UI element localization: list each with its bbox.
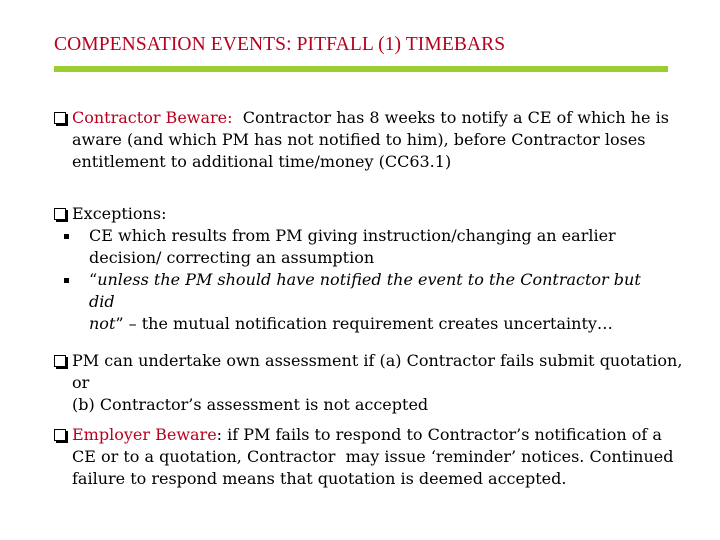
exception2-quote-open: “ [89, 270, 98, 289]
square-bullet-icon [64, 278, 69, 283]
bullet-contractor-beware [54, 107, 700, 173]
bullet-employer-beware [54, 424, 700, 490]
bullet1-line3: entitlement to additional time/money (CC63.1) [72, 152, 452, 171]
title-underline [54, 66, 668, 72]
exceptions-label: Exceptions: [72, 204, 167, 223]
exception2-italic-line1: unless the PM should have notified the event to the Contractor but did [89, 270, 641, 311]
checkbox-bullet-icon [54, 208, 66, 220]
exception1-line1: CE which results from PM giving instruction/changing an earlier [89, 226, 616, 245]
bullet1-line2: aware (and which PM has not notified to him), before Contractor loses [72, 130, 646, 149]
bullet4-line2: CE or to a quotation, Contractor may issue ‘reminder’ notices. Continued [72, 447, 674, 466]
bullet-pm-assessment [54, 350, 700, 416]
exception1-line2: decision/ correcting an assumption [89, 248, 375, 267]
square-bullet-icon [64, 234, 69, 239]
checkbox-bullet-icon [54, 112, 66, 124]
bullet4-line1: : if PM fails to respond to Contractor’s notification of a [216, 425, 662, 444]
exception-item [54, 225, 700, 269]
bullet4-line3: failure to respond means that quotation is deemed accepted. [72, 469, 567, 488]
bullet-exceptions [54, 203, 700, 335]
exception2-rest: ” – the mutual notification requirement creates uncertainty… [115, 314, 613, 333]
contractor-beware-label: Contractor Beware: [72, 108, 233, 127]
exception2-italic-line2: not [89, 314, 116, 333]
bullet3-line2: (b) Contractor’s assessment is not accepted [72, 395, 429, 414]
checkbox-bullet-icon [54, 355, 66, 367]
bullet3-line1: PM can undertake own assessment if (a) Contractor fails submit quotation, or [72, 351, 683, 392]
employer-beware-label: Employer Beware [72, 425, 217, 444]
bullet1-line1: Contractor has 8 weeks to notify a CE of which he is [232, 108, 669, 127]
checkbox-bullet-icon [54, 429, 66, 441]
exception-item [54, 269, 700, 335]
slide-title: COMPENSATION EVENTS: PITFALL (1) TIMEBARS [54, 34, 506, 55]
